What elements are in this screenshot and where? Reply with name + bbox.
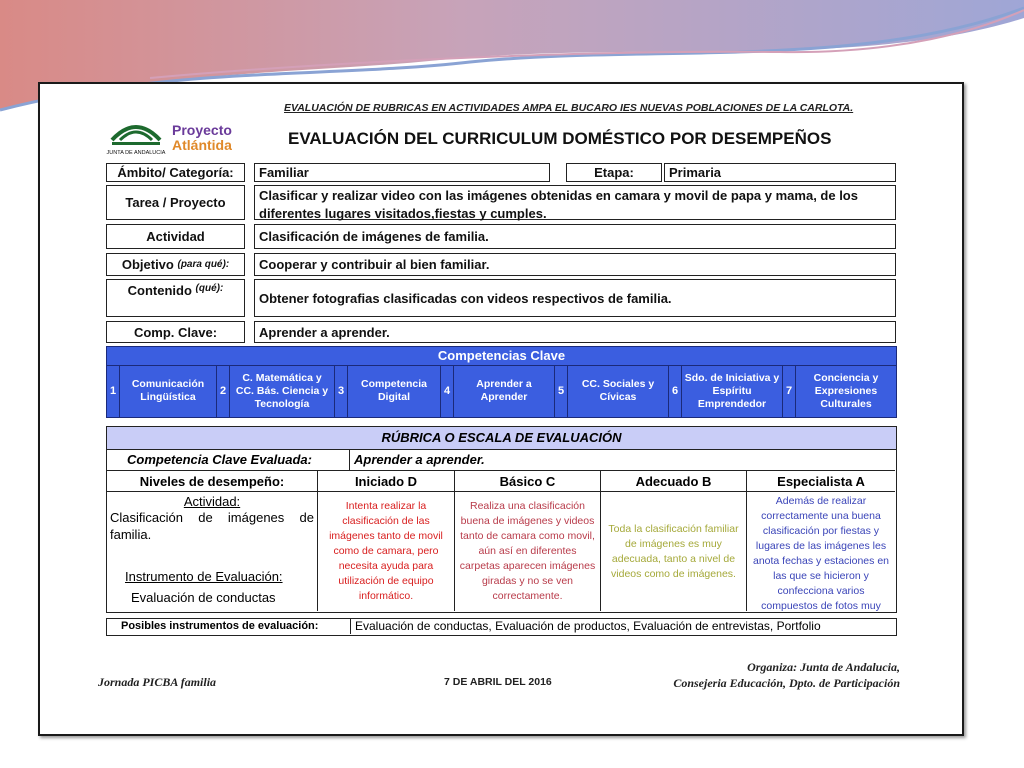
contenido-label-sub: (qué): — [195, 283, 224, 294]
etapa-label: Etapa: — [566, 163, 662, 182]
competencia-evaluada-label: Competencia Clave Evaluada: — [107, 449, 350, 471]
descriptor-adecuado: Toda la clasificación familiar de imágenes es muy adecuada, tanto a nivel de videos como de imágenes. — [601, 492, 747, 611]
competencia-name: Comunicación Lingüística — [120, 365, 217, 417]
etapa-value: Primaria — [664, 163, 896, 182]
level-header: Adecuado B — [601, 471, 747, 492]
instrumentos-row — [106, 618, 897, 636]
descriptor-iniciado: Intenta realizar la clasificación de las imágenes tanto de movil como de camara, pero necesita ayuda para utilización de equipo informático. — [318, 492, 455, 611]
proyecto-logo-text-2: Atlántida — [172, 137, 232, 153]
objetivo-value: Cooperar y contribuir al bien familiar. — [254, 253, 896, 276]
rubrica-table — [106, 426, 897, 613]
descriptor-basico: Realiza una clasificación buena de imágenes y videos tanto de camara como movil, aún así en diferentes carpetas aparecen imágenes giradas y no se ven correctamente. — [455, 492, 601, 611]
descriptor-especialista: Además de realizar correctamente una buena clasificación por fiestas y lugares de las imágenes les anota fechas y estaciones en las que se hicieron y confecciona varios compuestos de fotos muy — [752, 495, 889, 611]
proyecto-atlantida-logo — [168, 118, 246, 160]
competencias-row — [107, 365, 896, 417]
footer-jornada: Jornada PICBA familia — [98, 675, 217, 689]
footer-consejeria: Consejeria Educación, Dpto. de Participación — [673, 676, 900, 690]
competencia-num: 3 — [335, 365, 348, 417]
niveles-label: Niveles de desempeño: — [107, 471, 318, 492]
competencia-name: Competencia Digital — [348, 365, 441, 417]
actividad-text: Clasificación de imágenes de familia. — [110, 510, 314, 542]
level-header: Básico C — [455, 471, 601, 492]
competencia-name: Sdo. de Iniciativa y Espíritu Emprendedor — [682, 365, 783, 417]
actividad-label: Actividad — [106, 224, 245, 249]
ambito-value: Familiar — [254, 163, 550, 182]
competencia-name: C. Matemática y CC. Bás. Ciencia y Tecnología — [230, 365, 335, 417]
contenido-label-text: Contenido — [127, 283, 192, 298]
comp-clave-value: Aprender a aprender. — [254, 321, 896, 343]
competencia-num: 6 — [669, 365, 682, 417]
competencia-num: 4 — [441, 365, 454, 417]
competencias-clave-table — [106, 346, 897, 418]
contenido-value: Obtener fotografias clasificadas con videos respectivos de familia. — [254, 279, 896, 317]
competencia-num: 7 — [783, 365, 796, 417]
competencia-evaluada-value: Aprender a aprender. — [350, 449, 895, 471]
objetivo-label-sub: (para qué): — [177, 259, 230, 270]
actividad-value: Clasificación de imágenes de familia. — [254, 224, 896, 249]
competencia-name: Aprender a Aprender — [454, 365, 555, 417]
tarea-label: Tarea / Proyecto — [106, 185, 245, 220]
objetivo-label — [106, 253, 245, 276]
objetivo-label-text: Objetivo — [121, 257, 174, 272]
footer-date: 7 DE ABRIL DEL 2016 — [444, 676, 552, 688]
proyecto-logo-text-1: Proyecto — [172, 122, 232, 138]
junta-logo-text: JUNTA DE ANDALUCIA — [106, 150, 166, 156]
competencia-name: CC. Sociales y Cívicas — [568, 365, 669, 417]
comp-clave-label: Comp. Clave: — [106, 321, 245, 343]
competencias-title: Competencias Clave — [107, 347, 896, 366]
instrumento-text: Evaluación de conductas — [131, 590, 276, 605]
competencia-name: Conciencia y Expresiones Culturales — [813, 371, 879, 410]
footer-organiza: Organiza: Junta de Andalucia, — [747, 660, 900, 674]
instrumentos-label: Posibles instrumentos de evaluación: — [107, 619, 351, 634]
actividad-heading: Actividad: — [183, 494, 241, 509]
competencia-num: 1 — [107, 365, 120, 417]
level-header: Iniciado D — [318, 471, 455, 492]
actividad-instrumento-cell — [107, 492, 318, 611]
logos — [106, 118, 248, 160]
document-page — [38, 82, 964, 736]
instrumento-heading: Instrumento de Evaluación: — [125, 569, 283, 584]
tarea-value: Clasificar y realizar video con las imágenes obtenidas en camara y movil de papa y mama, de los diferentes lugares visitados,fiestas y cumples. — [254, 185, 896, 220]
junta-andalucia-logo — [106, 118, 166, 160]
document-title: EVALUACIÓN DEL CURRICULUM DOMÉSTICO POR DESEMPEÑOS — [288, 129, 832, 148]
ambito-label: Ámbito/ Categoría: — [106, 163, 245, 182]
document-subtitle: EVALUACIÓN DE RUBRICAS EN ACTIVIDADES AMPA EL BUCARO IES NUEVAS POBLACIONES DE LA CARLOTA. — [284, 102, 854, 114]
competencia-num: 2 — [217, 365, 230, 417]
competencia-num: 5 — [555, 365, 568, 417]
contenido-label — [106, 279, 245, 317]
instrumentos-value: Evaluación de conductas, Evaluación de productos, Evaluación de entrevistas, Portfolio — [355, 619, 821, 633]
rubrica-title: RÚBRICA O ESCALA DE EVALUACIÓN — [107, 427, 896, 450]
level-header: Especialista A — [747, 471, 895, 492]
